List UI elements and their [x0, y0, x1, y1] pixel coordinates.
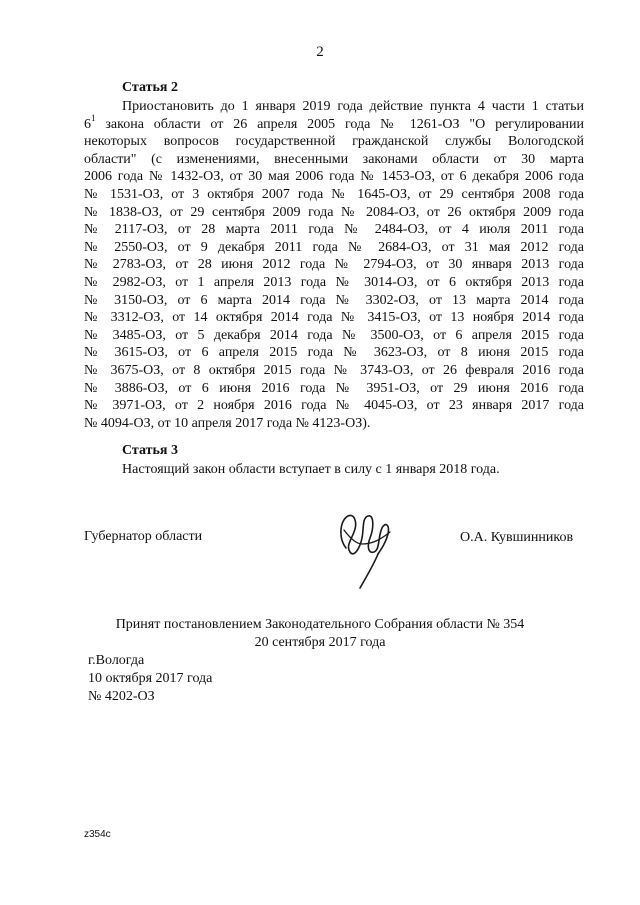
handwritten-signature-icon — [332, 508, 402, 594]
article-2-line: 2006 года № 1432-ОЗ, от 30 мая 2006 года № 1453-ОЗ, от 6 декабря 2006 года — [84, 169, 584, 185]
footer-code: z354c — [84, 829, 111, 840]
article-2-line: № 3485-ОЗ, от 5 декабря 2014 года № 3500-ОЗ, от 6 апреля 2015 года — [84, 327, 584, 343]
law-number: № 4202-ОЗ — [88, 689, 155, 704]
article-2-line-text: закона области от 26 апреля 2005 года № 1261-ОЗ "О регулировании — [105, 116, 585, 132]
article-2-line: № 2550-ОЗ, от 9 декабря 2011 года № 2684-ОЗ, от 31 мая 2012 года — [84, 239, 584, 255]
governor-title: Губернатор области — [84, 529, 203, 544]
article-2-line: № 3615-ОЗ, от 6 апреля 2015 года № 3623-ОЗ, от 8 июня 2015 года — [84, 345, 584, 361]
governor-name: О.А. Кувшинников — [460, 530, 574, 545]
article-2-line: № 3150-ОЗ, от 6 марта 2014 года № 3302-ОЗ, от 13 марта 2014 года — [84, 292, 584, 308]
article-2-heading: Статья 2 — [122, 80, 178, 95]
article-2-line: № 3312-ОЗ, от 14 октября 2014 года № 3415-ОЗ, от 13 ноября 2014 года — [84, 310, 584, 326]
adoption-statement: Принят постановлением Законодательного Собрания области № 354 — [115, 617, 525, 632]
place-date-block — [88, 652, 212, 706]
article-2-line — [84, 112, 585, 134]
article-ref-superscript: 1 — [91, 112, 96, 123]
article-2-line: № 2783-ОЗ, от 28 июня 2012 года № 2794-ОЗ, от 30 января 2013 года — [84, 257, 584, 273]
article-2-line: № 2117-ОЗ, от 28 марта 2011 года № 2484-ОЗ, от 4 июля 2011 года — [84, 222, 584, 238]
city: г.Вологда — [88, 653, 145, 668]
article-2-line: № 2982-ОЗ, от 1 апреля 2013 года № 3014-ОЗ, от 6 октября 2013 года — [84, 274, 584, 290]
article-2-line: № 3886-ОЗ, от 6 июня 2016 года № 3951-ОЗ, от 29 июня 2016 года — [84, 380, 584, 396]
article-2-line: некоторых вопросов государственной гражданской службы Вологодской — [84, 134, 584, 150]
article-2-line: № 1838-ОЗ, от 29 сентября 2009 года № 2084-ОЗ, от 26 октября 2009 года — [84, 204, 584, 220]
article-2-line: № 3675-ОЗ, от 8 октября 2015 года № 3743-ОЗ, от 26 февраля 2016 года — [84, 362, 584, 378]
article-2-line: № 4094-ОЗ, от 10 апреля 2017 года № 4123-ОЗ). — [84, 415, 371, 431]
article-2-line: области" (с изменениями, внесенными законами области от 30 марта — [84, 151, 584, 167]
article-2-line: Приостановить до 1 января 2019 года действие пункта 4 части 1 статьи — [122, 99, 584, 114]
article-3-text: Настоящий закон области вступает в силу с 1 января 2018 года. — [122, 462, 500, 477]
page-number: 2 — [316, 44, 324, 60]
article-ref-number: 6 — [84, 116, 91, 132]
article-2-line: № 1531-ОЗ, от 3 октября 2007 года № 1645-ОЗ, от 29 сентября 2008 года — [84, 186, 584, 202]
article-3-heading: Статья 3 — [122, 443, 178, 458]
article-2-body — [84, 98, 584, 432]
article-2-line: № 3971-ОЗ, от 2 ноября 2016 года № 4045-ОЗ, от 23 января 2017 года — [84, 398, 584, 414]
adoption-date: 20 сентября 2017 года — [254, 635, 386, 650]
law-date: 10 октября 2017 года — [88, 671, 213, 686]
